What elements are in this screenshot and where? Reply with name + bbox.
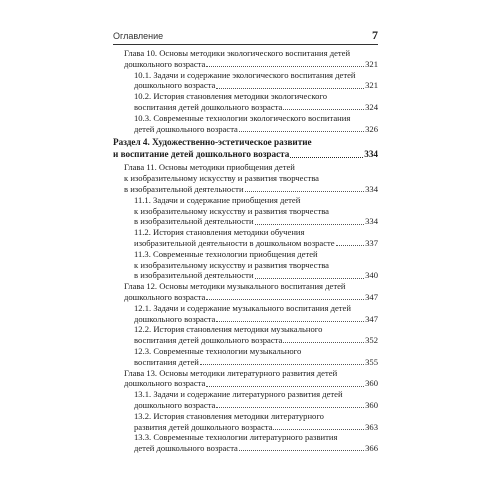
dot-leader [239, 450, 364, 451]
dot-leader [245, 191, 365, 192]
dot-leader [216, 321, 364, 322]
toc-entry-last-line [134, 422, 378, 433]
toc-page-number: 347 [365, 291, 378, 302]
toc-page-number: 360 [365, 378, 378, 389]
dot-leader [336, 245, 364, 246]
dot-leader [255, 224, 365, 225]
toc-section-entry[interactable] [113, 249, 378, 281]
toc-entry-title-line: детей дошкольного возраста [134, 123, 238, 134]
toc-entry-title-line: в изобразительной деятельности [134, 216, 254, 227]
toc-section-entry[interactable] [113, 113, 378, 135]
toc-entry-title-line: развития детей дошкольного возраста [134, 421, 273, 432]
toc-page-number: 334 [364, 148, 378, 159]
toc-page-number: 366 [365, 443, 378, 454]
toc-entry-title-line: дошкольного возраста [134, 313, 216, 324]
dot-leader [283, 109, 364, 110]
dot-leader [206, 66, 364, 67]
toc-page-number: 355 [365, 356, 378, 367]
toc-page-number: 334 [365, 183, 378, 194]
dot-leader [273, 429, 364, 430]
toc-entry-title-line: изобразительной деятельности в дошкольном возрасте [134, 237, 335, 248]
toc-entry-title-line: к изобразительному искусству и развития творчества [134, 259, 329, 270]
toc-entry-title-line: 10.1. Задачи и содержание экологического воспитания детей [134, 69, 356, 80]
toc-page-number: 321 [365, 58, 378, 69]
dot-leader [206, 386, 364, 387]
toc-entry-last-line [134, 443, 378, 454]
toc-entry-title-line: дошкольного возраста [124, 378, 206, 389]
toc-section-entry[interactable] [113, 91, 378, 113]
toc-entry-title-line: 13.3. Современные технологии литературного развития [134, 432, 338, 443]
toc-entry-title-line: Глава 11. Основы методики приобщения детей [124, 162, 295, 173]
toc-page-number: 334 [365, 216, 378, 227]
running-header [113, 30, 378, 46]
toc-page-number: 337 [365, 237, 378, 248]
toc-section-entry[interactable] [113, 346, 378, 368]
toc-entry-title-line: 13.1. Задачи и содержание литературного развития детей [134, 389, 343, 400]
toc-entry-title-line: в изобразительной деятельности [124, 183, 244, 194]
toc-entry-title-line: 12.2. История становления методики музыкального [134, 324, 323, 335]
toc-entry-title-line: Раздел 4. Художественно-эстетическое развитие [113, 137, 312, 148]
dot-leader [290, 157, 363, 158]
toc-entry-title-line: 12.1. Задачи и содержание музыкального воспитания детей [134, 302, 351, 313]
toc-entry-title-line: 11.3. Современные технологии приобщения детей [134, 248, 318, 259]
toc-entry-title-line: к изобразительному искусству и развития творчества [134, 205, 329, 216]
toc-section-entry[interactable] [113, 324, 378, 346]
toc-page-number: 340 [365, 270, 378, 281]
dot-leader [283, 342, 364, 343]
toc-entry-last-line [124, 378, 378, 389]
toc-section-entry[interactable] [113, 432, 378, 454]
toc-page-number: 363 [365, 421, 378, 432]
toc-section-entry[interactable] [113, 227, 378, 249]
table-of-contents [113, 48, 378, 454]
toc-entry-last-line [134, 357, 378, 368]
toc-page-number: 321 [365, 80, 378, 91]
toc-chapter-entry[interactable] [113, 368, 378, 390]
toc-section-entry[interactable] [113, 411, 378, 433]
toc-chapter-entry[interactable] [113, 281, 378, 303]
toc-entry-last-line [134, 314, 378, 325]
header-rule [113, 44, 378, 45]
toc-entry-title-line: к изобразительному искусству и развития творчества [124, 173, 319, 184]
toc-entry-last-line [134, 216, 378, 227]
running-header-title: Оглавление [113, 31, 164, 41]
toc-entry-title-line: дошкольного возраста [124, 58, 206, 69]
toc-entry-last-line [134, 102, 378, 113]
toc-entry-last-line [124, 292, 378, 303]
toc-section-entry[interactable] [113, 70, 378, 92]
toc-entry-title-line: 12.3. Современные технологии музыкального [134, 345, 302, 356]
toc-entry-title-line: детей дошкольного возраста [134, 443, 238, 454]
toc-page-number: 352 [365, 335, 378, 346]
toc-entry-last-line [124, 184, 378, 195]
toc-entry-last-line [134, 400, 378, 411]
toc-entry-last-line [134, 124, 378, 135]
toc-entry-title-line: дошкольного возраста [134, 399, 216, 410]
toc-chapter-entry[interactable] [113, 48, 378, 70]
toc-page-number: 326 [365, 123, 378, 134]
toc-entry-last-line [134, 80, 378, 91]
toc-entry-last-line [124, 59, 378, 70]
toc-chapter-entry[interactable] [113, 162, 378, 194]
toc-page-number: 360 [365, 399, 378, 410]
dot-leader [216, 407, 364, 408]
toc-entry-title-line: Глава 13. Основы методики литературного развития детей [124, 367, 338, 378]
dot-leader [255, 278, 365, 279]
toc-section-entry[interactable] [113, 195, 378, 227]
toc-entry-title-line: воспитания детей дошкольного возраста [134, 101, 283, 112]
toc-entry-last-line [134, 238, 378, 249]
toc-entry-title-line: воспитания детей [134, 356, 199, 367]
toc-entry-title-line: 13.2. История становления методики литературного [134, 410, 324, 421]
toc-entry-title-line: 11.2. История становления методики обучения [134, 227, 305, 238]
toc-section-entry[interactable] [113, 389, 378, 411]
toc-entry-title-line: Глава 12. Основы методики музыкального воспитания детей [124, 281, 346, 292]
toc-entry-title-line: в изобразительной деятельности [134, 270, 254, 281]
dot-leader [206, 299, 364, 300]
dot-leader [200, 364, 364, 365]
toc-entry-title-line: воспитания детей дошкольного возраста [134, 335, 283, 346]
toc-entry-title-line: дошкольного возраста [124, 291, 206, 302]
toc-entry-title-line: 10.2. История становления методики экологического [134, 91, 327, 102]
toc-entry-last-line [134, 270, 378, 281]
toc-section-entry[interactable] [113, 303, 378, 325]
toc-entry-title-line: дошкольного возраста [134, 80, 216, 91]
toc-page-number: 347 [365, 313, 378, 324]
dot-leader [239, 131, 364, 132]
toc-entry-last-line [113, 149, 378, 161]
toc-entry-title-line: Глава 10. Основы методики экологического воспитания детей [124, 48, 351, 58]
toc-part-entry[interactable] [113, 137, 378, 160]
page-number: 7 [372, 28, 378, 42]
toc-entry-last-line [134, 335, 378, 346]
dot-leader [216, 88, 364, 89]
toc-page-number: 324 [365, 101, 378, 112]
toc-entry-title-line: 11.1. Задачи и содержание приобщения детей [134, 194, 301, 205]
toc-entry-title-line: 10.3. Современные технологии экологического воспитания [134, 112, 351, 123]
toc-entry-title-line: и воспитание детей дошкольного возраста [113, 148, 290, 159]
